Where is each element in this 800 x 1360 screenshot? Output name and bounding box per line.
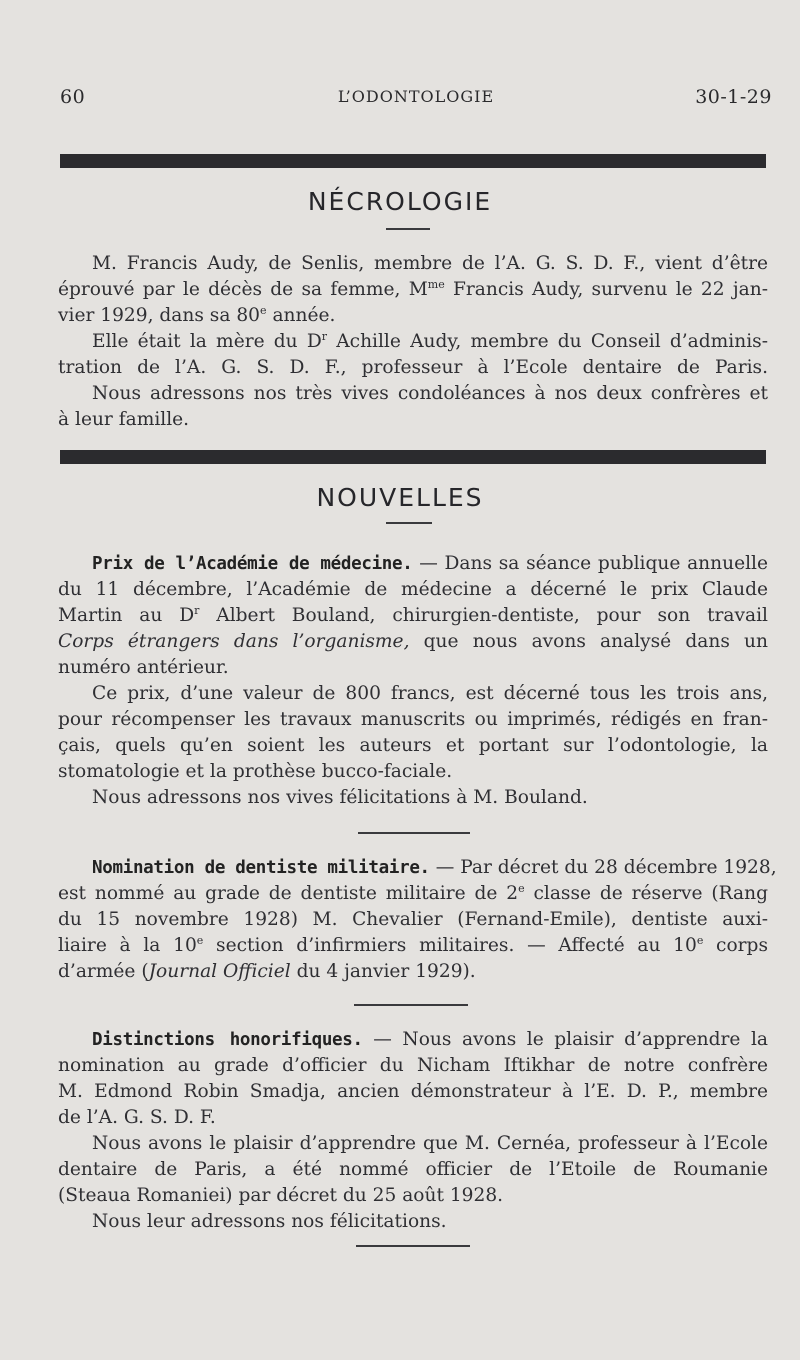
page-number: 60 <box>60 86 86 108</box>
text-line: éprouvé par le décès de sa femme, $M^{me}$ Francis Audy, survenu le 22 jan- <box>58 277 768 300</box>
title-underline <box>386 228 430 230</box>
run-in-heading: Prix de l’Académie de médecine. <box>92 554 413 574</box>
run-in-heading: Distinctions honorifiques. <box>92 1030 363 1050</box>
title-underline <box>386 522 432 524</box>
text-line: nomination au grade d’officier du Nicham Iftikhar de notre confrère <box>58 1055 768 1076</box>
text-line: çais, quels qu’en soient les auteurs et portant sur l’odontologie, la <box>58 735 768 756</box>
text-line: Elle était la mère du $D^r$ Achille Audy, membre du Conseil d’adminis- <box>92 329 768 352</box>
text-line: Distinctions honorifiques. — Nous avons le plaisir d’apprendre la <box>92 1029 768 1050</box>
article-distinctions <box>58 1027 768 1235</box>
text-line: Prix de l’Académie de médecine. — Dans sa séance publique annuelle <box>92 553 768 574</box>
text-line: Nomination de dentiste militaire. — Par décret du 28 décembre 1928, <box>92 857 777 878</box>
text-line: Nous avons le plaisir d’apprendre que M. Cernéa, professeur à l’Ecole <box>92 1133 768 1154</box>
text-line: du 15 novembre 1928) M. Chevalier (Fernand-Emile), dentiste auxi- <box>58 909 768 930</box>
text-line: stomatologie et la prothèse bucco-faciale. <box>58 761 453 782</box>
text-line: vier 1929, dans sa 80e année. <box>58 303 336 326</box>
text-line: liaire à la 10e section d’infirmiers militaires. — Affecté au 10e corps <box>58 933 768 956</box>
text-line: Corps étrangers dans l’organisme, que nous avons analysé dans un <box>58 631 768 652</box>
article-separator <box>356 1245 470 1247</box>
run-in-heading: Nomination de dentiste militaire. <box>92 858 430 878</box>
text-line: numéro antérieur. <box>58 657 229 678</box>
necrologie-text <box>58 251 768 433</box>
section-rule-nouvelles <box>60 450 766 464</box>
text-line: Martin au $D^r$ Albert Bouland, chirurgien-dentiste, pour son travail <box>58 603 768 626</box>
text-line: tration de l’A. G. S. D. F., professeur à l’Ecole dentaire de Paris. <box>58 357 768 378</box>
issue-date: 30-1-29 <box>695 86 772 108</box>
section-rule-necrologie <box>60 154 766 168</box>
text-line: de l’A. G. S. D. F. <box>58 1107 216 1128</box>
text-line: (Steaua Romaniei) par décret du 25 août 1928. <box>58 1185 504 1206</box>
section-title-nouvelles: NOUVELLES <box>316 483 484 512</box>
text-line: Nous leur adressons nos félicitations. <box>92 1211 447 1232</box>
text-line: du 11 décembre, l’Académie de médecine a décerné le prix Claude <box>58 579 768 600</box>
article-separator <box>354 1004 468 1006</box>
text-line: M. Edmond Robin Smadja, ancien démonstrateur à l’E. D. P., membre <box>58 1081 768 1102</box>
text-line: Ce prix, d’une valeur de 800 francs, est décerné tous les trois ans, <box>92 683 768 704</box>
text-line: pour récompenser les travaux manuscrits ou imprimés, rédigés en fran- <box>58 709 768 730</box>
article-separator <box>358 832 470 834</box>
journal-title: L’ODONTOLOGIE <box>337 87 495 106</box>
text-line: est nommé au grade de dentiste militaire de 2e classe de réserve (Rang <box>58 881 768 904</box>
text-line: Nous adressons nos vives félicitations à M. Bouland. <box>92 787 588 808</box>
article-prix <box>58 551 768 811</box>
text-line: dentaire de Paris, a été nommé officier de l’Etoile de Roumanie <box>58 1159 768 1180</box>
text-line: d’armée (Journal Officiel du 4 janvier 1929). <box>58 961 476 982</box>
running-head <box>60 86 772 112</box>
article-nomination <box>58 855 777 985</box>
text-line: à leur famille. <box>58 409 190 430</box>
text-line: M. Francis Audy, de Senlis, membre de l’A. G. S. D. F., vient d’être <box>92 253 768 274</box>
text-line: Nous adressons nos très vives condoléances à nos deux confrères et <box>92 383 768 404</box>
section-title-necrologie: NÉCROLOGIE <box>307 187 493 216</box>
